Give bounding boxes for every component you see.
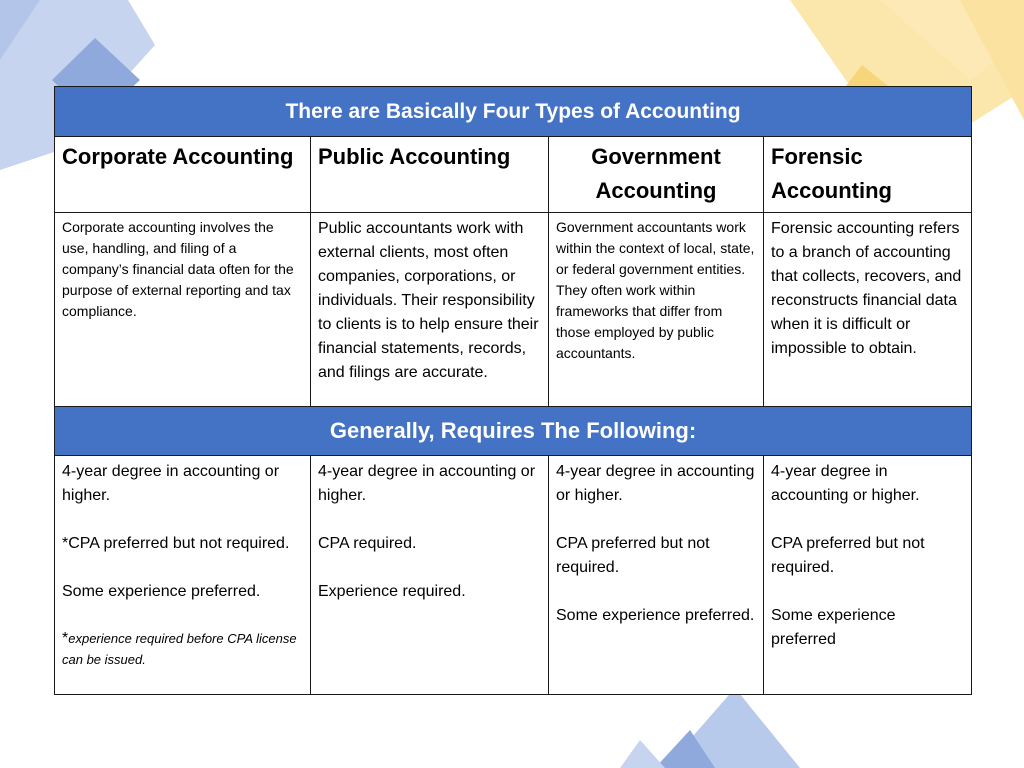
requirements-heading: Generally, Requires The Following: — [55, 407, 972, 456]
requirements-corporate — [55, 456, 311, 695]
footnote-text: experience required before CPA license can be issued. — [62, 631, 297, 667]
requirement-experience: Experience required. — [318, 583, 466, 600]
description-corporate: Corporate accounting involves the use, handling, and filing of a company’s financial data often for the purpose of external reporting and tax compliance. — [55, 213, 311, 407]
description-government: Government accountants work within the context of local, state, or federal government entities. They often work within frameworks that differ from those employed by public accountants. — [549, 213, 764, 407]
description-public: Public accountants work with external clients, most often companies, corporations, or individuals. Their responsibility to clients is to help ensure their financial statements, records, and filings are accurate. — [311, 213, 549, 407]
requirement-degree: 4-year degree in accounting or higher. — [556, 463, 755, 504]
table-title: There are Basically Four Types of Accounting — [55, 87, 972, 137]
column-heading-forensic: Forensic Accounting — [764, 137, 972, 213]
requirements-public — [311, 456, 549, 695]
column-heading-government: Government Accounting — [549, 137, 764, 213]
accounting-types-table — [54, 86, 972, 695]
footnote-star: * — [62, 630, 69, 647]
requirement-degree: 4-year degree in accounting or higher. — [771, 463, 920, 504]
requirement-experience: Some experience preferred. — [62, 583, 261, 600]
requirements-forensic — [764, 456, 972, 695]
requirement-cpa: CPA required. — [318, 535, 417, 552]
requirement-degree: 4-year degree in accounting or higher. — [62, 463, 280, 504]
accounting-types-table-wrapper — [54, 86, 971, 695]
description-forensic: Forensic accounting refers to a branch of accounting that collects, recovers, and reconstructs financial data when it is difficult or impossible to obtain. — [764, 213, 972, 407]
column-heading-corporate: Corporate Accounting — [55, 137, 311, 213]
requirement-degree: 4-year degree in accounting or higher. — [318, 463, 536, 504]
requirement-cpa: CPA preferred but not required. — [556, 535, 710, 576]
requirement-cpa: CPA preferred but not required. — [771, 535, 925, 576]
requirement-experience: Some experience preferred. — [556, 607, 755, 624]
requirement-cpa: *CPA preferred but not required. — [62, 535, 290, 552]
requirement-experience: Some experience preferred — [771, 607, 896, 648]
requirements-government — [549, 456, 764, 695]
footnote — [62, 628, 303, 670]
column-heading-public: Public Accounting — [311, 137, 549, 213]
